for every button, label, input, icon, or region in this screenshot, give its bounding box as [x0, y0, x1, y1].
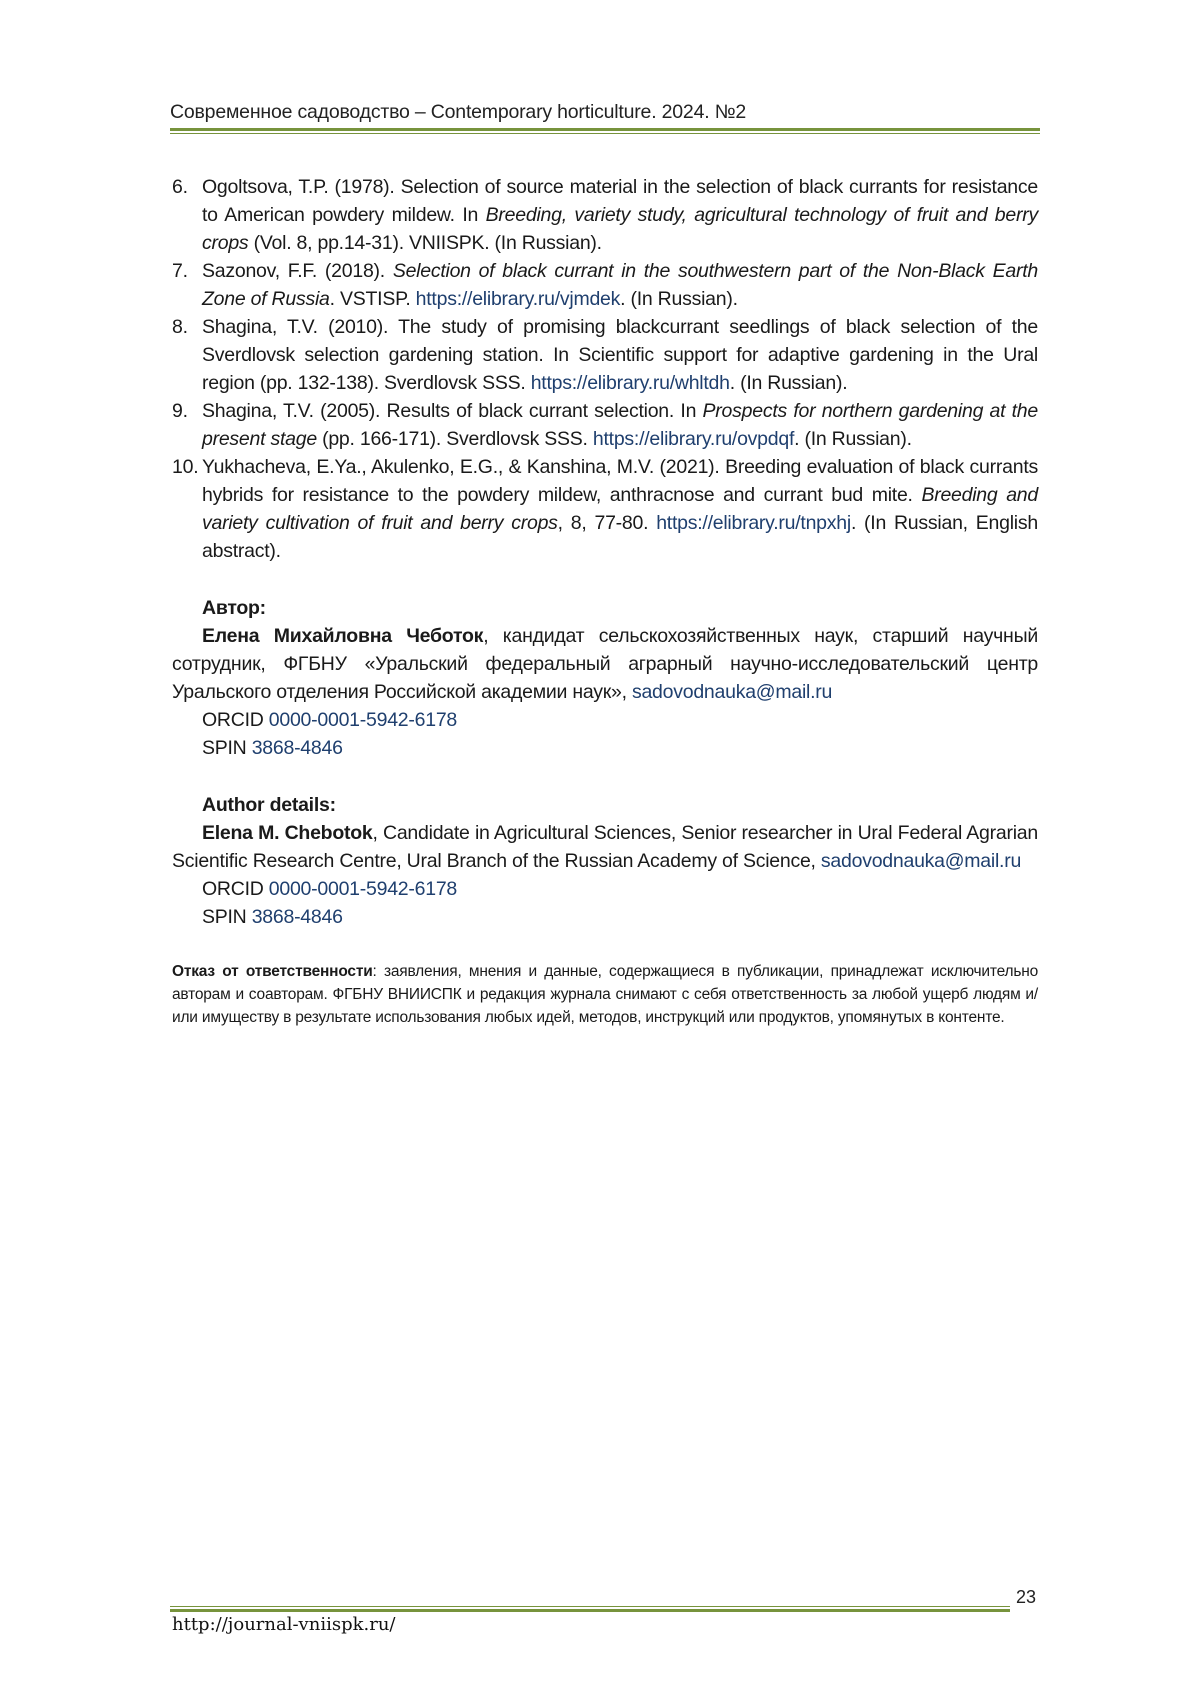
footer-rule-thin — [170, 1606, 1010, 1607]
reference-link[interactable]: https://elibrary.ru/ovpdqf — [592, 428, 795, 450]
reference-text: Shagina, T.V. (2005). Results of black currant selection. In — [202, 400, 703, 422]
orcid-link[interactable]: 0000-0001-5942-6178 — [268, 878, 458, 900]
running-header — [170, 100, 1040, 134]
journal-url-link[interactable]: http://journal-vniispk.ru/ — [172, 1614, 396, 1635]
author-en-section — [172, 791, 1038, 931]
author-ru-heading: Автор: — [202, 597, 266, 619]
header-rule-thin — [170, 133, 1040, 134]
reference-text: Yukhacheva, E.Ya., Akulenko, E.G., & Kanshina, M.V. (2021). Breeding evaluation of black currants hybrids for resistance to the powdery mildew, anthracnose and currant bud mite. — [202, 456, 1038, 506]
spin-label: SPIN — [202, 737, 247, 759]
author-en-name: Elena M. Chebotok — [202, 822, 373, 844]
author-en-description: , Candidate in Agricultural Sciences, Senior researcher in Ural Federal Agrarian Scientific Research Centre, Ural Branch of the Russian Academy of Science, — [172, 822, 1038, 872]
reference-number: 6. — [172, 176, 188, 198]
author-ru-orcid — [172, 706, 1038, 734]
reference-text: Sazonov, F.F. (2018). — [202, 260, 393, 282]
reference-text: Ogoltsova, T.P. (1978). Selection of source material in the selection of black currants for resistance to American powdery mildew. In — [202, 176, 1038, 226]
author-en-spin — [172, 903, 1038, 931]
page-number: 23 — [1016, 1587, 1037, 1607]
page-content — [172, 173, 1038, 1029]
reference-text: . (In Russian). — [794, 428, 912, 450]
reference-italic: Prospects for northern gardening at the present stage — [202, 400, 1038, 450]
reference-number: 10. — [172, 456, 199, 478]
reference-item — [172, 453, 1038, 565]
journal-title: Современное садоводство – Contemporary horticulture. 2024. №2 — [170, 101, 747, 123]
reference-text: . VSTISP. — [329, 288, 416, 310]
reference-number: 9. — [172, 400, 188, 422]
author-en-orcid — [172, 875, 1038, 903]
reference-item — [172, 173, 1038, 257]
author-ru-details — [172, 622, 1038, 706]
reference-item — [172, 397, 1038, 453]
reference-text: . (In Russian). — [729, 372, 848, 394]
reference-text: , 8, 77-80. — [557, 512, 657, 534]
orcid-link[interactable]: 0000-0001-5942-6178 — [268, 709, 458, 731]
reference-link[interactable]: https://elibrary.ru/vjmdek — [415, 288, 621, 310]
author-ru-name: Елена Михайловна Чеботок — [202, 625, 484, 647]
author-ru-spin — [172, 734, 1038, 762]
author-en-email-link[interactable]: sadovodnauka@mail.ru — [820, 850, 1022, 872]
reference-text: . (In Russian, English abstract). — [202, 512, 1038, 562]
reference-italic: Breeding and variety cultivation of fruit and berry crops — [202, 484, 1038, 534]
spin-label: SPIN — [202, 906, 247, 928]
reference-link[interactable]: https://elibrary.ru/tnpxhj — [656, 512, 851, 534]
disclaimer-title: Отказ от ответственности — [172, 963, 373, 980]
footer-rule — [170, 1606, 1010, 1612]
spin-link[interactable]: 3868-4846 — [251, 737, 343, 759]
author-en-heading: Author details: — [202, 794, 336, 816]
orcid-label: ORCID — [202, 709, 264, 731]
reference-text: (Vol. 8, pp.14-31). VNIISPK. (In Russian). — [248, 232, 602, 254]
header-rule-thick — [170, 128, 1040, 131]
reference-list — [172, 173, 1038, 565]
reference-text: (pp. 166-171). Sverdlovsk SSS. — [316, 428, 593, 450]
reference-number: 8. — [172, 316, 188, 338]
reference-item — [172, 257, 1038, 313]
author-ru-description: , кандидат сельскохозяйственных наук, старший научный сотрудник, ФГБНУ «Уральский федеральный аграрный научно-исследовательский центр Уральского отделения Российской академии наук», — [172, 625, 1038, 703]
orcid-label: ORCID — [202, 878, 264, 900]
reference-item — [172, 313, 1038, 397]
author-ru-section — [172, 594, 1038, 762]
reference-text: . (In Russian). — [620, 288, 738, 310]
spin-link[interactable]: 3868-4846 — [251, 906, 343, 928]
reference-italic: Selection of black currant in the southwestern part of the Non-Black Earth Zone of Russia — [202, 260, 1038, 310]
disclaimer-text: : заявления, мнения и данные, содержащиеся в публикации, принадлежат исключительно авторам и соавторам. ФГБНУ ВНИИСПК и редакция журнала снимают с себя ответственность за любой ущерб людям и/или имуществу в результате использования любых идей, методов, инструкций или продуктов, упомянутых в контенте. — [172, 963, 1038, 1026]
author-en-details — [172, 819, 1038, 875]
reference-text: Shagina, T.V. (2010). The study of promising blackcurrant seedlings of black selection of the Sverdlovsk selection gardening station. In Scientific support for adaptive gardening in the Ural region (pp. 132-138). Sverdlovsk SSS. — [202, 316, 1038, 394]
reference-italic: Breeding, variety study, agricultural technology of fruit and berry crops — [202, 204, 1038, 254]
footer-rule-thick — [170, 1609, 1010, 1612]
disclaimer — [172, 960, 1038, 1029]
reference-number: 7. — [172, 260, 188, 282]
reference-link[interactable]: https://elibrary.ru/whltdh — [530, 372, 730, 394]
author-ru-email-link[interactable]: sadovodnauka@mail.ru — [631, 681, 833, 703]
